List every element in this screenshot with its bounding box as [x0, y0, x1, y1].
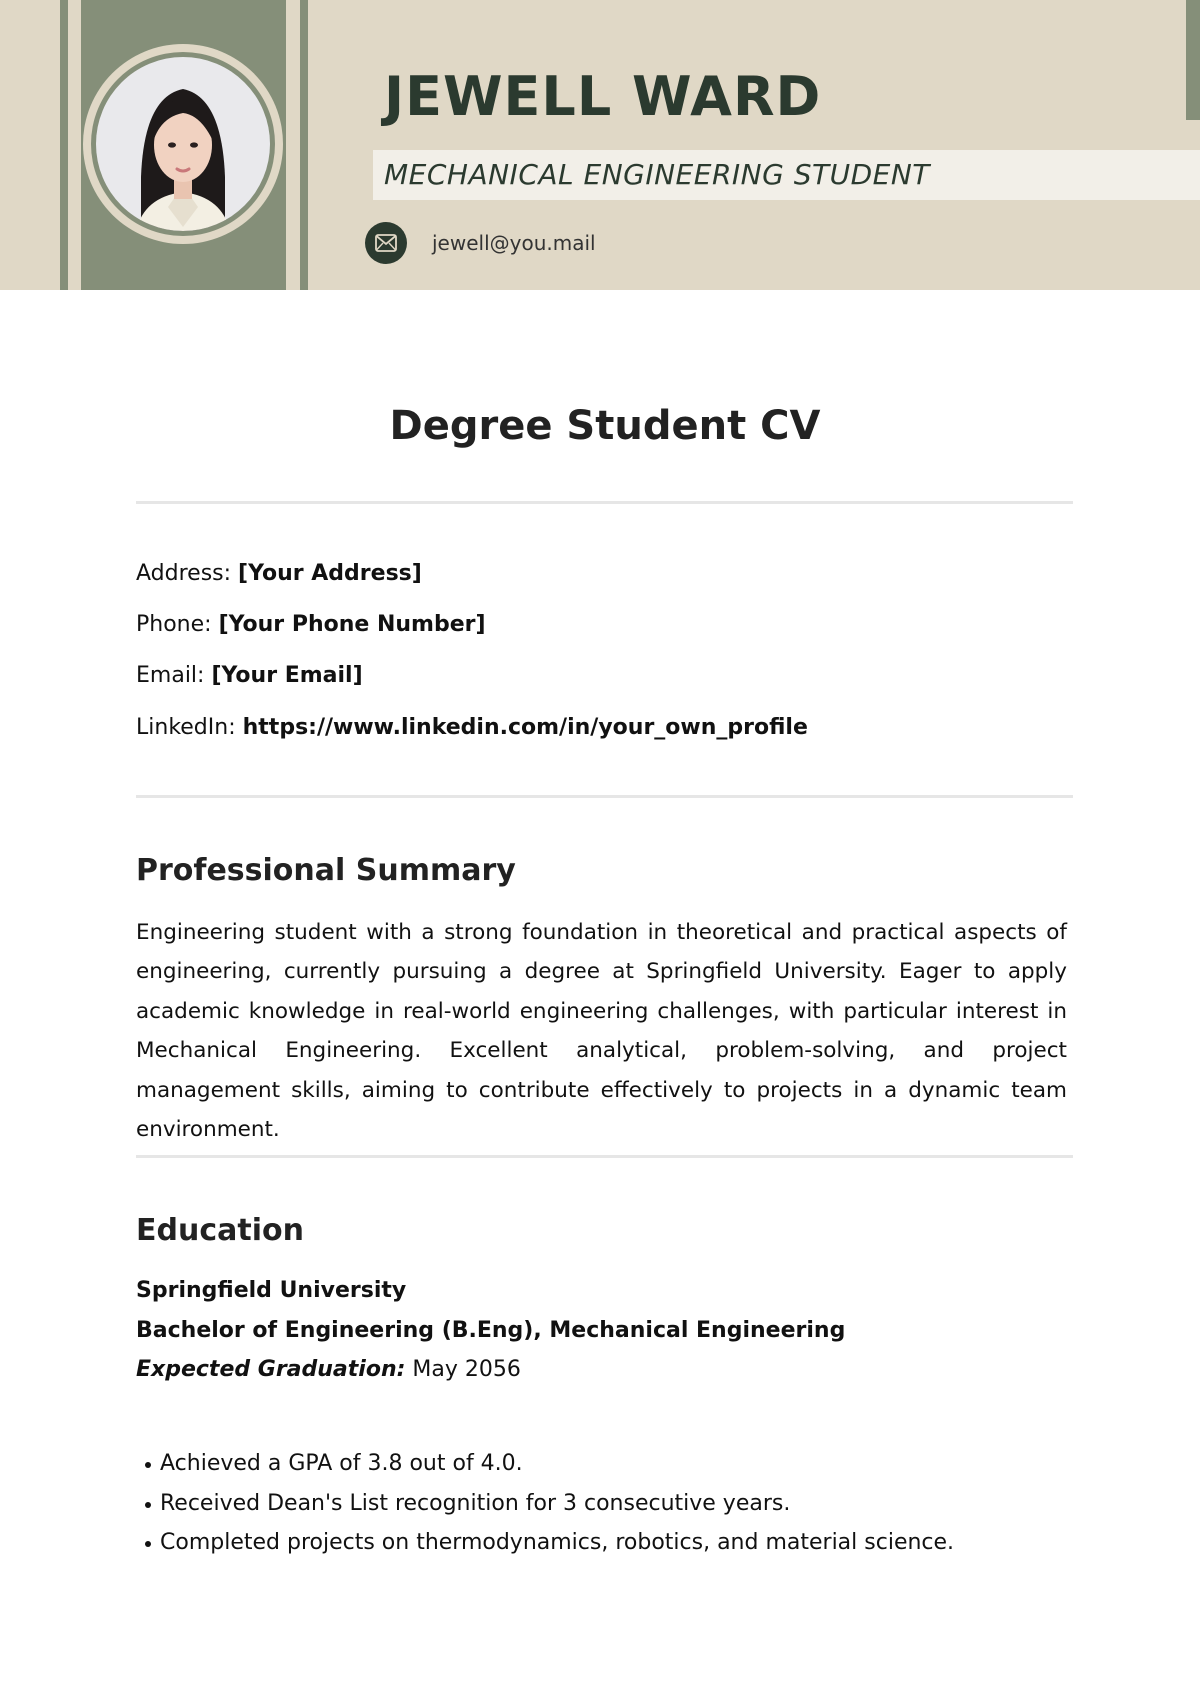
list-item: Completed projects on thermodynamics, robotics, and material science. — [136, 1523, 954, 1563]
address-value: [Your Address] — [238, 561, 422, 586]
accent-stripe — [1186, 0, 1200, 120]
divider — [136, 1155, 1073, 1158]
graduation-line — [136, 1355, 521, 1385]
accent-stripe — [60, 0, 68, 290]
contact-phone — [136, 610, 486, 640]
divider — [136, 795, 1073, 798]
graduation-label: Expected Graduation: — [136, 1357, 406, 1382]
degree-name: Bachelor of Engineering (B.Eng), Mechanical Engineering — [136, 1318, 846, 1343]
document-title: Degree Student CV — [389, 403, 821, 449]
list-item: Received Dean's List recognition for 3 consecutive years. — [136, 1484, 954, 1524]
header-banner — [0, 0, 1200, 290]
summary-heading: Professional Summary — [136, 853, 516, 888]
linkedin-link[interactable]: https://www.linkedin.com/in/your_own_profile — [242, 715, 808, 740]
accent-stripe — [300, 0, 308, 290]
contact-address — [136, 559, 422, 589]
achievements-list — [136, 1444, 954, 1563]
phone-value: [Your Phone Number] — [218, 612, 486, 637]
linkedin-label: LinkedIn: — [136, 715, 236, 740]
graduation-date: May 2056 — [412, 1357, 521, 1382]
school-name: Springfield University — [136, 1278, 407, 1303]
list-item: Achieved a GPA of 3.8 out of 4.0. — [136, 1444, 954, 1484]
header-email[interactable]: jewell@you.mail — [432, 231, 596, 255]
profile-photo-frame — [83, 44, 283, 244]
education-heading: Education — [136, 1213, 304, 1248]
contact-email — [136, 661, 363, 691]
phone-label: Phone: — [136, 612, 212, 637]
candidate-name: JEWELL WARD — [384, 65, 822, 128]
divider — [136, 501, 1073, 504]
mail-icon — [365, 222, 407, 264]
address-label: Address: — [136, 561, 232, 586]
candidate-role: MECHANICAL ENGINEERING STUDENT — [384, 158, 930, 191]
summary-text: Engineering student with a strong foundation in theoretical and practical aspects of engineering, currently pursuing a degree at Springfield University. Eager to apply academic knowledge in real-world engineering challenges, with particular interest in Mechanical Engineering. Excellent analytical, problem-solving, and project management skills, aiming to contribute effectively to projects in a dynamic team environment. — [136, 920, 1067, 1143]
contact-linkedin — [136, 713, 808, 743]
email-label: Email: — [136, 663, 205, 688]
email-value: [Your Email] — [211, 663, 363, 688]
profile-photo — [96, 57, 270, 231]
